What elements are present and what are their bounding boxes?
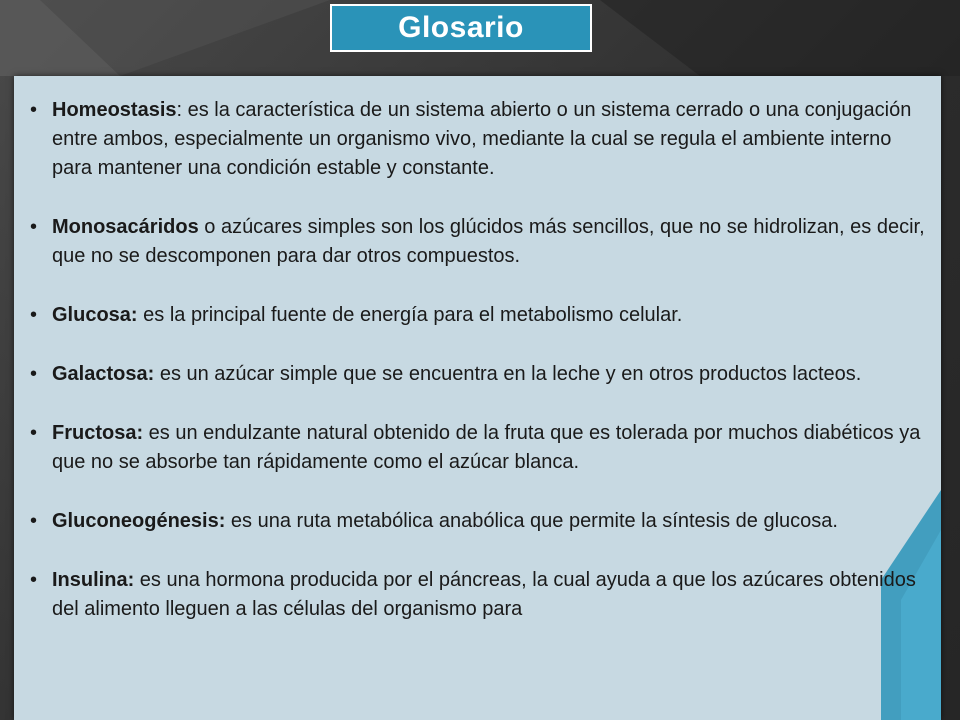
list-item bbox=[30, 96, 925, 183]
glossary-term: Glucosa: bbox=[52, 304, 138, 326]
glossary-term: Fructosa: bbox=[52, 422, 144, 444]
glossary-definition: es una ruta metabólica anabólica que permite la síntesis de glucosa. bbox=[225, 510, 838, 532]
bullet: • bbox=[30, 510, 38, 532]
glossary-definition: es una hormona producida por el páncreas, la cual ayuda a que los azúcares obtenidos del alimento lleguen a las células del organismo para bbox=[52, 569, 916, 620]
list-item bbox=[30, 419, 925, 477]
glossary-definition: es un endulzante natural obtenido de la fruta que es tolerada por muchos diabéticos ya que no se absorbe tan rápidamente como el azúcar blanca. bbox=[52, 422, 921, 473]
glossary-definition: : es la característica de un sistema abierto o un sistema cerrado o una conjugación entre ambos, especialmente un organismo vivo, mediante la cual se regula el ambiente interno para mantener una condición estable y constante. bbox=[52, 99, 912, 179]
bullet: • bbox=[30, 569, 38, 591]
glossary-definition: es un azúcar simple que se encuentra en la leche y en otros productos lacteos. bbox=[154, 363, 862, 385]
glossary-term: Gluconeogénesis: bbox=[52, 510, 226, 532]
bullet: • bbox=[30, 99, 38, 121]
list-item bbox=[30, 301, 925, 330]
list-item bbox=[30, 507, 925, 536]
list-item bbox=[30, 213, 925, 271]
title-banner bbox=[330, 4, 592, 52]
page-title: Glosario bbox=[398, 11, 524, 44]
glossary-panel bbox=[14, 76, 941, 720]
glossary-term: Insulina: bbox=[52, 569, 135, 591]
bullet: • bbox=[30, 422, 38, 444]
bullet: • bbox=[30, 216, 38, 238]
glossary-definition: o azúcares simples son los glúcidos más sencillos, que no se hidrolizan, es decir, que no se descomponen para dar otros compuestos. bbox=[52, 216, 925, 267]
bullet: • bbox=[30, 304, 38, 326]
list-item bbox=[30, 360, 925, 389]
glossary-term: Homeostasis bbox=[52, 99, 177, 121]
bullet: • bbox=[30, 363, 38, 385]
glossary-list bbox=[30, 96, 925, 654]
glossary-definition: es la principal fuente de energía para el metabolismo celular. bbox=[137, 304, 683, 326]
glossary-term: Monosacáridos bbox=[52, 216, 199, 238]
glossary-term: Galactosa: bbox=[52, 363, 155, 385]
list-item bbox=[30, 566, 925, 624]
